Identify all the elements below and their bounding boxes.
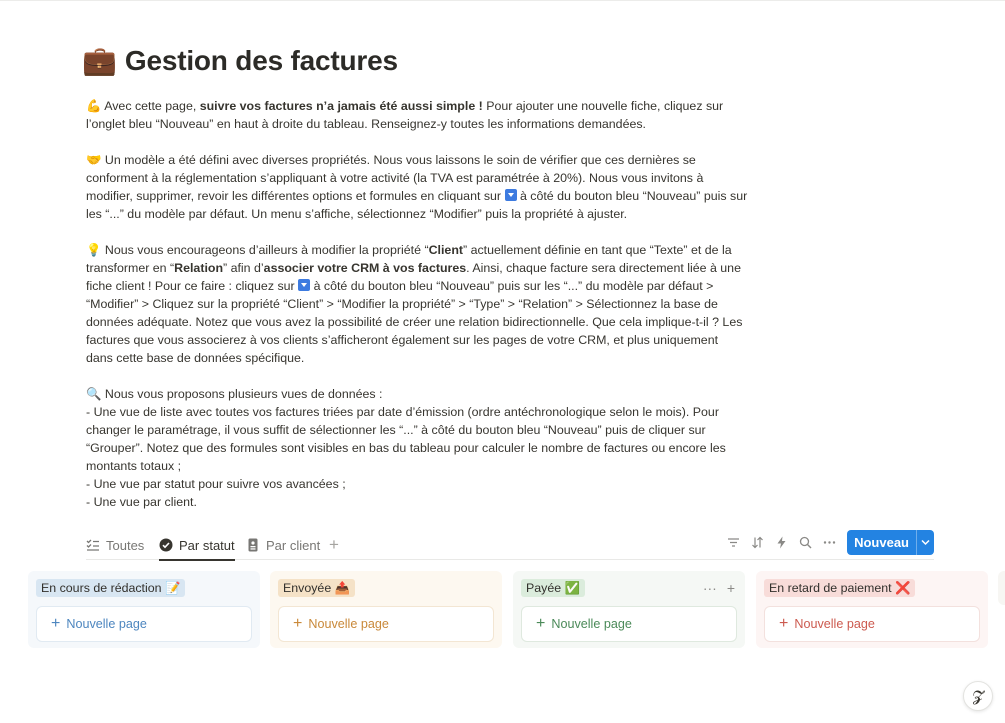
text-span: Nous vous encourageons d’ailleurs à modifier la propriété “ (101, 243, 429, 257)
new-page-label: Nouvelle page (551, 617, 632, 631)
text-span: à côté du bouton bleu “Nouveau” puis sur les “...” du modèle par défaut > “Modifier” > Cliquez sur la propriété “Client” > “Modifier la propriété” > “Type” > “Relation” > Sélectionnez la base de données adéquate. Notez que vous avez la possibilité de créer une relation bidirectionnelle. Que cela implique-t-il ? Les factures que vous associerez à vos clients s’afficheront également sur les pages de votre CRM, et plus uniquement dans cette base de données spécifique. (86, 279, 743, 365)
status-badge[interactable]: En cours de rédaction 📝 (36, 579, 185, 597)
tab-label: Toutes (106, 537, 145, 553)
database-toolbar (721, 529, 934, 555)
database-view-bar (86, 530, 934, 560)
tab-toutes[interactable] (86, 530, 144, 560)
magnifying-glass-icon: 🔍 (86, 387, 102, 401)
text-span: Un modèle a été défini avec diverses propriétés. Nous vous laissons le soin de vérifier que ces dernières se conforment à la réglementation s’appliquant à votre activité (la TVA est paramétrée à 20%). Nous vous invitons à modifier, supprimer, revoir les différentes options et formules en cliquant sur (86, 153, 704, 203)
help-icon[interactable]: 𝓩 (963, 681, 993, 711)
intro-paragraph-4[interactable] (86, 385, 748, 403)
text-span: Nous vous proposons plusieurs vues de données : (101, 387, 383, 401)
page-title[interactable]: Gestion des factures (124, 45, 398, 76)
sort-icon[interactable] (745, 530, 769, 554)
bold-text: associer votre CRM à vos factures (263, 261, 467, 275)
dropdown-arrow-icon (505, 189, 517, 201)
search-icon[interactable] (793, 530, 817, 554)
dropdown-arrow-icon (298, 279, 310, 291)
board-column-partial (998, 571, 1005, 605)
status-badge[interactable]: Payée ✅ (521, 579, 585, 597)
plus-icon: + (536, 615, 546, 632)
intro-paragraph-1[interactable] (86, 97, 748, 133)
light-bulb-icon: 💡 (86, 243, 102, 257)
new-page-button[interactable] (36, 606, 252, 642)
text-span: ” actuellement définie en tant que “Texte” et de la transformer en “ (86, 243, 732, 275)
more-options-icon[interactable] (817, 530, 841, 554)
contact-card-icon (246, 538, 260, 552)
plus-icon: + (779, 615, 789, 632)
flexed-biceps-icon: 💪 (86, 99, 102, 113)
views-list-item[interactable]: - Une vue par client. (86, 495, 197, 509)
tab-label: Par client (266, 537, 321, 553)
text-span: Pour ajouter une nouvelle fiche, cliquez sur l’onglet bleu “Nouveau” en haut à droite du tableau. Renseignez-y toutes les informations demandées. (86, 99, 724, 131)
bold-text: Client (428, 243, 464, 257)
new-entry-button-group (847, 530, 934, 555)
bold-text: suivre vos factures n’a jamais été aussi simple ! (199, 99, 483, 113)
new-entry-button[interactable]: Nouveau (847, 530, 916, 555)
text-span: Avec cette page, (101, 99, 200, 113)
intro-paragraph-2[interactable] (86, 151, 748, 223)
chevron-down-icon[interactable] (916, 530, 934, 555)
plus-icon: + (293, 615, 303, 632)
check-circle-icon (159, 538, 173, 552)
board-column-envoyee (270, 571, 502, 648)
text-span: . Ainsi, chaque facture sera directement liée à une fiche client ! Pour ce faire : cliquez sur (86, 261, 741, 293)
new-page-label: Nouvelle page (308, 617, 389, 631)
new-page-button[interactable] (521, 606, 737, 642)
tab-label: Par statut (179, 537, 235, 553)
briefcase-icon: 💼 (82, 45, 117, 76)
handshake-icon: 🤝 (86, 153, 102, 167)
more-options-icon[interactable]: ··· (702, 580, 717, 596)
tab-par-client[interactable] (246, 530, 320, 560)
page-header (82, 44, 398, 78)
new-page-button[interactable] (278, 606, 494, 642)
board-column-payee (513, 571, 745, 648)
filter-icon[interactable] (721, 530, 745, 554)
list-check-icon (86, 538, 100, 552)
top-divider (0, 0, 1005, 1)
add-view-icon[interactable]: + (329, 535, 339, 554)
new-page-label: Nouvelle page (66, 617, 147, 631)
text-span: à côté du bouton bleu “Nouveau” puis sur les “...” du modèle par défaut. Un menu s’affiche, sélectionnez “Modifier” puis la propriété à ajuster. (86, 189, 748, 221)
page-description (86, 97, 748, 511)
views-list-item[interactable]: - Une vue par statut pour suivre vos avancées ; (86, 477, 346, 491)
text-span: ” afin d’ (223, 261, 264, 275)
board-column-en-retard (756, 571, 988, 648)
plus-icon[interactable]: + (726, 580, 735, 596)
automation-bolt-icon[interactable] (769, 530, 793, 554)
status-badge[interactable]: En retard de paiement ❌ (764, 579, 915, 597)
board-column-en-cours (28, 571, 260, 648)
plus-icon: + (51, 615, 61, 632)
bold-text: Relation (174, 261, 224, 275)
tab-par-statut[interactable] (159, 530, 235, 560)
new-page-label: Nouvelle page (794, 617, 875, 631)
status-badge[interactable]: Envoyée 📤 (278, 579, 355, 597)
intro-paragraph-3[interactable] (86, 241, 748, 367)
new-page-button[interactable] (764, 606, 980, 642)
views-list-item[interactable]: - Une vue de liste avec toutes vos factures triées par date d’émission (ordre antéchronologique selon le mois). Pour changer le paramétrage, il vous suffit de sélectionner les “...” à côté du bouton bleu “Nouveau” puis de cliquer sur “Grouper”. Notez que des formules sont visibles en bas du tableau pour calculer le nombre de factures ou encore les montants totaux ; (86, 405, 726, 473)
